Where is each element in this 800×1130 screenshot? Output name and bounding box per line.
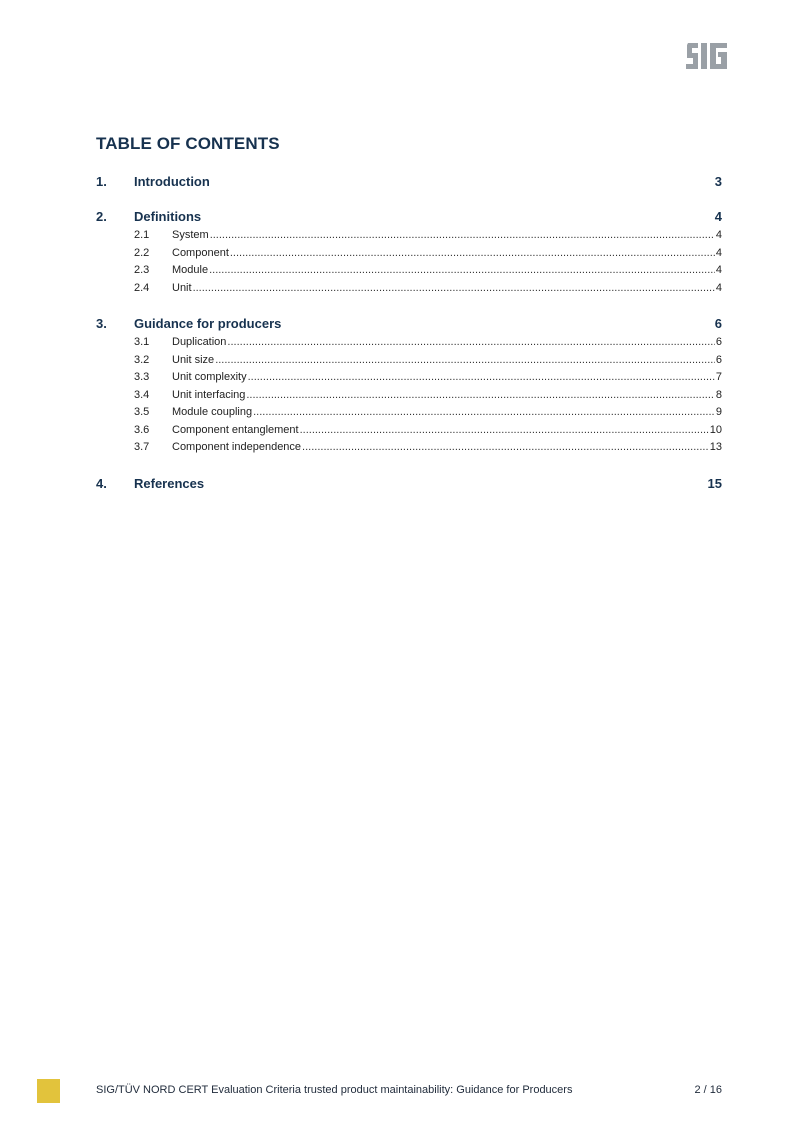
toc-subsection-entry[interactable] (96, 247, 722, 265)
toc-subsection-number: 3.4 (134, 388, 150, 401)
toc-dot-leader (193, 282, 715, 294)
toc-dot-leader (253, 406, 715, 418)
toc-dot-leader (248, 371, 715, 383)
toc-section-entry[interactable] (96, 476, 722, 496)
toc-section-entry[interactable] (96, 316, 722, 336)
toc-title: TABLE OF CONTENTS (96, 134, 280, 153)
toc-subsection-entry[interactable] (96, 441, 722, 459)
toc-section-entry[interactable] (96, 174, 722, 194)
toc-subsection-page: 4 (715, 229, 722, 241)
toc-subsection-page: 13 (709, 441, 722, 453)
toc-subsection-entry[interactable] (96, 282, 722, 300)
toc-subsection-title: Module coupling (172, 406, 253, 418)
toc-dot-leader (210, 229, 715, 241)
toc-section-number: 2. (96, 209, 107, 224)
toc-subsection-entry[interactable] (96, 264, 722, 282)
toc-subsection-number: 2.2 (134, 246, 150, 259)
toc-subsection-page: 6 (715, 353, 722, 366)
toc-section-page: 4 (714, 209, 722, 224)
footer-accent-square (37, 1079, 60, 1103)
toc-subsection-entry[interactable] (96, 424, 722, 442)
toc-subsection-number: 2.1 (134, 229, 150, 241)
toc-subsection-entry[interactable] (96, 354, 722, 372)
toc-subsection-number: 3.3 (134, 371, 150, 383)
toc-subsection-title: Component independence (172, 441, 302, 453)
toc-subsection-title: Component entanglement (172, 423, 299, 436)
toc-subsection-entry[interactable] (96, 371, 722, 389)
toc-subsection-entry[interactable] (96, 406, 722, 424)
toc-subsection-number: 3.1 (134, 336, 150, 348)
toc-subsection-page: 4 (715, 281, 722, 294)
toc-subsection-number: 2.4 (134, 281, 150, 294)
toc-subsection-number: 3.6 (134, 423, 150, 436)
toc-subsection-entry[interactable] (96, 336, 722, 354)
toc-subsection-page: 9 (715, 406, 722, 418)
toc-subsection-number: 3.2 (134, 353, 150, 366)
toc-subsection-page: 4 (715, 246, 722, 259)
toc-subsection-number: 3.5 (134, 406, 150, 418)
toc-subsection-title: Unit complexity (172, 371, 247, 383)
toc-dot-leader (246, 389, 715, 401)
toc-section-title: Introduction (134, 174, 210, 189)
toc-subsection-title: Duplication (172, 336, 227, 348)
sig-logo (686, 43, 728, 69)
toc-subsection-page: 7 (715, 371, 722, 383)
toc-subsection-title: System (172, 229, 209, 241)
toc-dot-leader (230, 247, 715, 259)
toc-dot-leader (302, 441, 709, 453)
toc-subsection-entry[interactable] (96, 229, 722, 247)
toc-section-page: 6 (714, 316, 722, 331)
toc-subsection-title: Component (172, 246, 229, 259)
toc-section-title: References (134, 475, 205, 491)
toc-subsection-page: 4 (715, 264, 722, 276)
toc-section-entry[interactable] (96, 209, 722, 229)
toc-subsection-title: Unit size (172, 353, 215, 366)
toc-section-page: 15 (707, 475, 722, 491)
toc-section-title: Definitions (134, 209, 202, 224)
toc-subsection-number: 2.3 (134, 264, 150, 276)
footer-page-number: 2 / 16 (694, 1084, 722, 1096)
toc-dot-leader (215, 354, 715, 366)
toc-subsection-page: 8 (715, 388, 722, 401)
toc-subsection-page: 10 (709, 423, 722, 436)
toc-section-number: 4. (96, 475, 107, 491)
toc-section-title: Guidance for producers (134, 316, 282, 331)
toc-subsection-entry[interactable] (96, 389, 722, 407)
toc-section-page: 3 (714, 174, 722, 189)
toc-dot-leader (209, 264, 715, 276)
toc-list (96, 174, 722, 511)
toc-dot-leader (227, 336, 714, 348)
toc-subsection-title: Unit interfacing (172, 388, 246, 401)
toc-subsection-title: Module (172, 264, 209, 276)
toc-section (96, 174, 722, 194)
toc-section-number: 1. (96, 174, 107, 189)
toc-section (96, 316, 722, 459)
toc-section (96, 209, 722, 299)
toc-subsection-page: 6 (715, 336, 722, 348)
toc-section-number: 3. (96, 316, 107, 331)
toc-section (96, 476, 722, 496)
toc-dot-leader (300, 424, 709, 436)
footer-text: SIG/TÜV NORD CERT Evaluation Criteria trusted product maintainability: Guidance for Producers (96, 1084, 573, 1096)
toc-subsection-number: 3.7 (134, 441, 150, 453)
toc-subsection-title: Unit (172, 281, 192, 294)
